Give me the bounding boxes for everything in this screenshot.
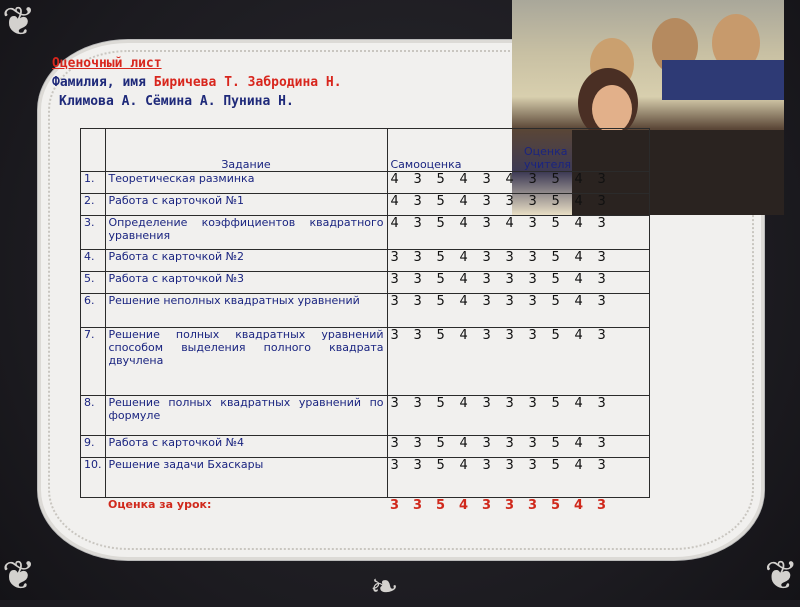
row-number: 4. — [81, 250, 106, 272]
mark: 3 — [413, 396, 422, 411]
mark: 3 — [528, 458, 537, 473]
mark: 3 — [597, 294, 606, 309]
row-marks — [387, 436, 649, 458]
row-marks — [387, 396, 649, 436]
mark: 5 — [436, 498, 446, 513]
mark: 3 — [390, 396, 399, 411]
ornament-bottom-left: ❦ — [2, 553, 36, 599]
mark: 5 — [551, 272, 560, 287]
mark: 3 — [505, 498, 515, 513]
final-marks — [387, 498, 649, 514]
mark: 3 — [413, 458, 422, 473]
mark: 5 — [436, 436, 445, 451]
mark: 3 — [390, 294, 399, 309]
mark: 4 — [459, 498, 469, 513]
mark: 3 — [597, 194, 606, 209]
row-marks — [387, 328, 649, 396]
table-row — [81, 194, 650, 216]
names-line-1: Биричева Т. Забродина Н. — [153, 75, 342, 90]
mark: 5 — [436, 458, 445, 473]
row-task: Решение полных квадратных уравнений по формуле — [105, 396, 387, 436]
final-row — [81, 498, 650, 514]
table-row — [81, 250, 650, 272]
mark: 5 — [551, 436, 560, 451]
mark: 3 — [528, 294, 537, 309]
mark: 3 — [597, 396, 606, 411]
mark: 4 — [459, 194, 468, 209]
col-self: Самооценка — [390, 158, 462, 171]
mark: 3 — [528, 328, 537, 343]
row-marks — [387, 172, 649, 194]
mark: 4 — [574, 436, 583, 451]
row-marks — [387, 458, 649, 498]
mark: 3 — [413, 250, 422, 265]
mark: 4 — [390, 216, 399, 231]
mark: 3 — [528, 272, 537, 287]
row-task: Решение задачи Бхаскары — [105, 458, 387, 498]
row-marks — [387, 250, 649, 272]
mark: 4 — [505, 172, 514, 187]
mark: 4 — [574, 294, 583, 309]
row-task: Решение полных квадратных уравнений способом выделения полного квадрата двучлена — [105, 328, 387, 396]
mark: 3 — [390, 458, 399, 473]
mark: 3 — [505, 250, 514, 265]
mark: 4 — [505, 216, 514, 231]
mark: 3 — [528, 172, 537, 187]
mark: 3 — [482, 436, 491, 451]
mark: 5 — [551, 194, 560, 209]
mark: 3 — [482, 272, 491, 287]
mark: 5 — [436, 250, 445, 265]
mark: 3 — [528, 216, 537, 231]
row-number: 3. — [81, 216, 106, 250]
table-row — [81, 328, 650, 396]
mark: 3 — [390, 328, 399, 343]
mark: 3 — [505, 458, 514, 473]
row-marks — [387, 294, 649, 328]
mark: 3 — [390, 498, 400, 513]
mark: 5 — [551, 458, 560, 473]
row-number: 10. — [81, 458, 106, 498]
mark: 3 — [505, 194, 514, 209]
mark: 5 — [551, 250, 560, 265]
mark: 5 — [436, 272, 445, 287]
mark: 4 — [459, 272, 468, 287]
table-row — [81, 172, 650, 194]
mark: 3 — [482, 250, 491, 265]
row-task: Работа с карточкой №2 — [105, 250, 387, 272]
mark: 3 — [413, 172, 422, 187]
mark: 3 — [528, 250, 537, 265]
mark: 3 — [413, 194, 422, 209]
mark: 3 — [597, 250, 606, 265]
mark: 3 — [528, 194, 537, 209]
mark: 3 — [505, 294, 514, 309]
mark: 4 — [574, 328, 583, 343]
mark: 4 — [459, 216, 468, 231]
row-number: 2. — [81, 194, 106, 216]
mark: 5 — [551, 216, 560, 231]
mark: 3 — [528, 498, 538, 513]
row-number: 1. — [81, 172, 106, 194]
mark: 5 — [551, 328, 560, 343]
mark: 3 — [505, 396, 514, 411]
col-task: Задание — [105, 129, 387, 172]
row-task: Работа с карточкой №3 — [105, 272, 387, 294]
mark: 3 — [413, 272, 422, 287]
mark: 3 — [482, 172, 491, 187]
mark: 3 — [505, 328, 514, 343]
mark: 5 — [436, 172, 445, 187]
mark: 4 — [459, 172, 468, 187]
mark: 4 — [574, 172, 583, 187]
final-label: Оценка за урок: — [108, 498, 212, 511]
mark: 3 — [597, 458, 606, 473]
mark: 5 — [551, 498, 561, 513]
evaluation-table — [80, 128, 650, 513]
table-row — [81, 436, 650, 458]
mark: 5 — [551, 396, 560, 411]
mark: 3 — [413, 498, 423, 513]
mark: 3 — [597, 172, 606, 187]
row-number: 6. — [81, 294, 106, 328]
mark: 3 — [390, 272, 399, 287]
name-label: Фамилия, имя — [52, 75, 146, 90]
mark: 5 — [551, 172, 560, 187]
mark: 3 — [482, 328, 491, 343]
mark: 4 — [574, 194, 583, 209]
mark: 4 — [459, 436, 468, 451]
table-row — [81, 216, 650, 250]
ornament-bottom-right: ❦ — [764, 553, 798, 599]
mark: 3 — [482, 194, 491, 209]
mark: 4 — [574, 250, 583, 265]
mark: 5 — [436, 328, 445, 343]
mark: 5 — [436, 194, 445, 209]
mark: 3 — [413, 216, 422, 231]
mark: 5 — [436, 396, 445, 411]
row-number: 9. — [81, 436, 106, 458]
table-row — [81, 272, 650, 294]
mark: 4 — [574, 216, 583, 231]
row-number: 7. — [81, 328, 106, 396]
names-line-2: Климова А. Сёмина А. Пунина Н. — [59, 94, 294, 109]
mark: 3 — [413, 436, 422, 451]
table-row — [81, 294, 650, 328]
mark: 3 — [597, 436, 606, 451]
mark: 3 — [413, 328, 422, 343]
mark: 4 — [459, 458, 468, 473]
mark: 3 — [597, 216, 606, 231]
row-task: Теоретическая разминка — [105, 172, 387, 194]
mark: 3 — [505, 436, 514, 451]
mark: 3 — [413, 294, 422, 309]
mark: 4 — [574, 458, 583, 473]
mark: 5 — [436, 294, 445, 309]
mark: 4 — [574, 272, 583, 287]
mark: 4 — [574, 498, 584, 513]
mark: 4 — [390, 172, 399, 187]
ornament-top-left: ❦ — [2, 0, 36, 45]
row-marks — [387, 194, 649, 216]
mark: 3 — [482, 216, 491, 231]
col-teacher: Оценка учителя — [524, 145, 571, 171]
mark: 3 — [597, 328, 606, 343]
mark: 4 — [459, 328, 468, 343]
mark: 4 — [574, 396, 583, 411]
ornament-bottom-center: ❧ — [370, 567, 399, 607]
mark: 3 — [597, 272, 606, 287]
row-number: 5. — [81, 272, 106, 294]
row-task: Решение неполных квадратных уравнений — [105, 294, 387, 328]
mark: 4 — [459, 250, 468, 265]
mark: 5 — [551, 294, 560, 309]
mark: 3 — [528, 396, 537, 411]
mark: 3 — [482, 498, 492, 513]
sheet-title: Оценочный лист — [52, 56, 162, 71]
table-header — [81, 129, 650, 172]
mark: 5 — [436, 216, 445, 231]
mark: 3 — [482, 458, 491, 473]
row-task: Работа с карточкой №1 — [105, 194, 387, 216]
mark: 3 — [390, 250, 399, 265]
mark: 3 — [597, 498, 607, 513]
table-row — [81, 396, 650, 436]
row-marks — [387, 272, 649, 294]
mark: 4 — [390, 194, 399, 209]
mark: 3 — [482, 396, 491, 411]
page-header — [52, 54, 342, 111]
mark: 3 — [390, 436, 399, 451]
table-row — [81, 458, 650, 498]
row-task: Работа с карточкой №4 — [105, 436, 387, 458]
mark: 3 — [528, 436, 537, 451]
row-task: Определение коэффициентов квадратного уравнения — [105, 216, 387, 250]
row-marks — [387, 216, 649, 250]
mark: 4 — [459, 294, 468, 309]
mark: 3 — [505, 272, 514, 287]
mark: 4 — [459, 396, 468, 411]
mark: 3 — [482, 294, 491, 309]
row-number: 8. — [81, 396, 106, 436]
